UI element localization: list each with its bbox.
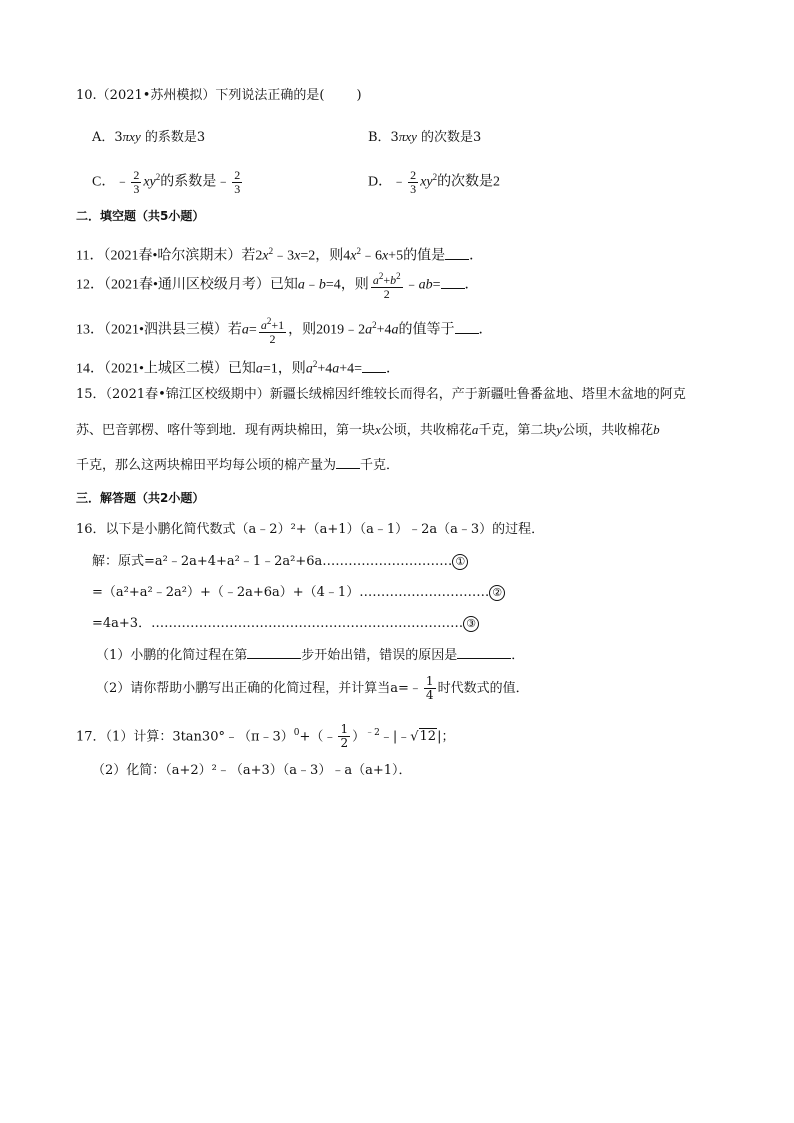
q16-step3: =4a+3．……………………………………………………………… ③ bbox=[92, 615, 479, 633]
q16-stem: 16．以下是小鹏化简代数式（a﹣2）²+（a+1）（a﹣1）﹣2a（a﹣3）的过程． bbox=[76, 522, 545, 537]
q12: 12．（2021春•通川区校级月考）已知a﹣b=4，则 $\frac{a^2+b^2}{2}$ ﹣ab= ． bbox=[76, 271, 479, 301]
q15-line3: 千克，那么这两块棉田平均每公顷的棉产量为 千克． bbox=[76, 458, 400, 473]
q15-line2: 苏、巴音郭楞、喀什等到地．现有两块棉田，第一块x公顷，共收棉花a千克，第二块y公顷，共收棉花b bbox=[76, 422, 660, 438]
q17-part2: （2）化简：（a+2）²﹣（a+3）（a﹣3）﹣a（a+1）． bbox=[92, 763, 412, 778]
section-answer-heading: 三．解答题（共2小题） bbox=[76, 491, 205, 505]
q10-option-b: B．3πxy 的次数是3 bbox=[368, 129, 482, 145]
q16-step1: 解：原式=a²﹣2a+4+a²﹣1﹣2a²+6a………………………… ① bbox=[92, 553, 468, 571]
q10-option-d: D．﹣ $\frac{2}{3}$ $xy^2$的次数是2 bbox=[368, 167, 501, 196]
q16-part1: （1）小鹏的化简过程在第 步开始出错，错误的原因是 ． bbox=[96, 648, 525, 663]
circled-3-icon: ③ bbox=[463, 616, 479, 632]
circled-1-icon: ① bbox=[452, 554, 468, 570]
q10-option-a: A．3πxy 的系数是3 bbox=[92, 129, 206, 145]
q15-line1: 15．（2021春•锦江区校级期中）新疆长绒棉因纤维较长而得名，产于新疆吐鲁番盆地、塔里木盆地的阿克 bbox=[76, 387, 686, 402]
section-fill-in-heading: 二．填空题（共5小题） bbox=[76, 209, 205, 223]
q16-step2: =（a²+a²﹣2a²）+（﹣2a+6a）+（4﹣1）………………………… ② bbox=[92, 584, 505, 602]
q16-part2: （2）请你帮助小鹏写出正确的化简过程，并计算当a=﹣ $\frac{1}{4}$ 时代数式的值． bbox=[96, 674, 529, 702]
circled-2-icon: ② bbox=[489, 585, 505, 601]
q10-stem: 10.（2021•苏州模拟）下列说法正确的是( ) bbox=[76, 88, 362, 103]
q14: 14．（2021•上城区二模）已知a=1，则$a^2+4a+4=$ ． bbox=[76, 359, 401, 377]
q13: 13．（2021•泗洪县三模）若a= $\frac{a^2+1}{2}$ ，则$2019﹣2a^2+4a$的值等于 ． bbox=[76, 315, 493, 346]
q17-part1: 17．（1）计算：3tan30°﹣（π﹣3）$^0$+（﹣ $\frac{1}{2}$ ）$^{﹣2}$﹣|﹣√12|； bbox=[76, 722, 455, 751]
q10-stem-text: 10.（2021•苏州模拟）下列说法正确的是( bbox=[76, 88, 325, 103]
q11: 11．（2021春•哈尔滨期末）若$2x^2﹣3x=2$，则$4x^2﹣6x+5$的值是 ． bbox=[76, 246, 484, 264]
q10-option-c: C．﹣ $\frac{2}{3}$ $xy^2$的系数是﹣ $\frac{2}{3}$ bbox=[92, 167, 241, 196]
